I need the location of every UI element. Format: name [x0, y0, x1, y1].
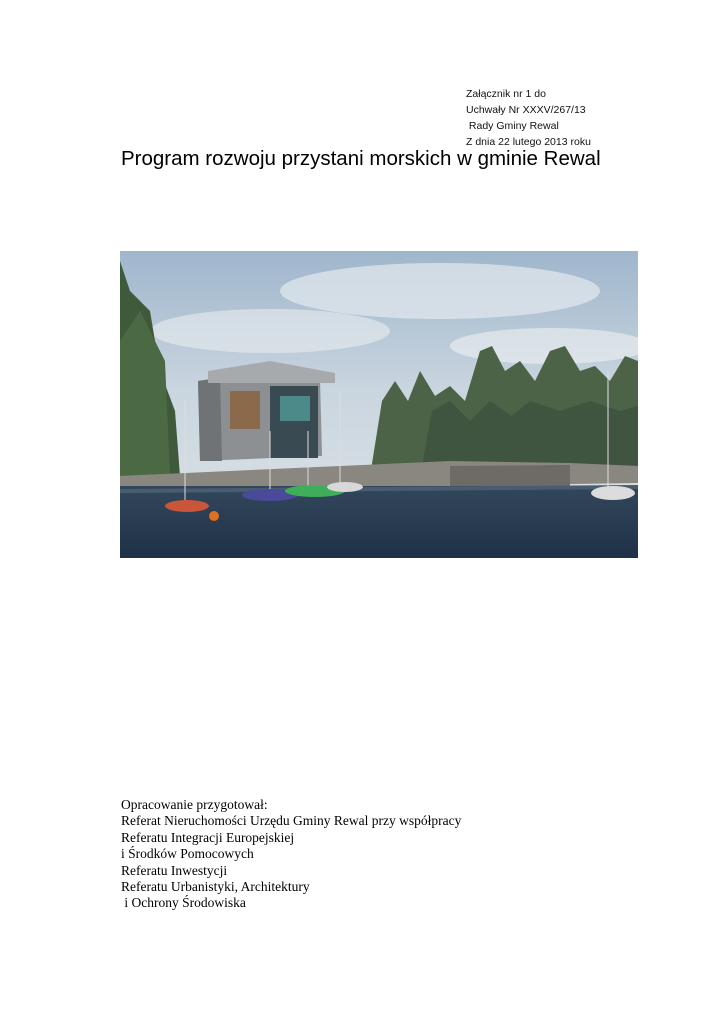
annex-line: Rady Gminy Rewal	[466, 120, 559, 132]
prepared-line: Referatu Urbanistyki, Architektury	[121, 879, 310, 895]
prepared-line: Referatu Integracji Europejskiej	[121, 829, 295, 845]
annex-header	[466, 86, 591, 150]
document-title: Program rozwoju przystani morskich w gminie Rewal	[121, 147, 601, 170]
prepared-line: Referatu Inwestycji	[121, 862, 228, 878]
prepared-by-block	[121, 797, 461, 912]
prepared-line: i Środków Pomocowych	[121, 846, 254, 862]
marina-rendering-image	[120, 251, 638, 558]
prepared-line: Referat Nieruchomości Urzędu Gminy Rewal przy współpracy	[121, 813, 462, 829]
annex-line: Z dnia 22 lutego 2013 roku	[466, 136, 591, 148]
prepared-line: i Ochrony Środowiska	[121, 895, 246, 911]
annex-line: Załącznik nr 1 do	[466, 88, 546, 100]
annex-line: Uchwały Nr XXXV/267/13	[466, 104, 586, 116]
prepared-heading: Opracowanie przygotował:	[121, 797, 268, 812]
